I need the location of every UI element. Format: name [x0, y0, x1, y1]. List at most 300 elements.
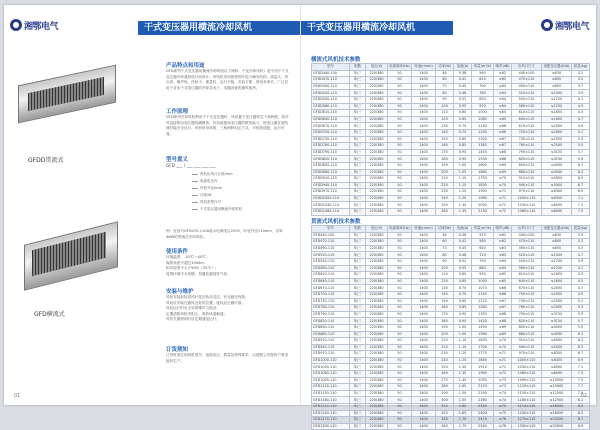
table-cell: 490×110: [512, 245, 542, 252]
table-cell: 5.1: [572, 129, 590, 136]
install-item: 风机安装前检查风叶是否转动灵活，有无碰壳现象；: [166, 295, 249, 299]
table-cell: 6.1: [572, 331, 590, 338]
table-cell: ≤71: [494, 357, 512, 364]
table-cell: 130: [436, 285, 454, 292]
table-cell: GFD730-110: [312, 298, 350, 305]
table-cell: 8.3: [572, 404, 590, 411]
table-cell: 2050: [472, 202, 494, 209]
table-cell: 1.65: [454, 410, 472, 417]
table-cell: 单/三: [350, 136, 366, 143]
table-cell: 0.52: [454, 96, 472, 103]
brand-logo: [10, 17, 58, 33]
table-cell: 单/三: [350, 156, 366, 163]
table-cell: ≤3150: [542, 311, 572, 318]
table-cell: ≤5000: [542, 344, 572, 351]
table-cell: 单/三: [350, 357, 366, 364]
table-row: [312, 364, 590, 371]
table-cell: ≤3150: [542, 149, 572, 156]
table-cell: 单/三: [350, 384, 366, 391]
table-cell: 300: [436, 397, 454, 404]
table-cell: 220/380: [366, 77, 388, 84]
table-cell: 0.70: [454, 285, 472, 292]
table-cell: 1.45: [454, 384, 472, 391]
table-row: [312, 195, 590, 202]
table-cell: 3.7: [572, 252, 590, 259]
table-cell: 50: [388, 110, 412, 117]
table-cell: ≤2500: [542, 298, 572, 305]
table-cell: 1400: [412, 96, 436, 103]
table-cell: 3.9: [572, 258, 590, 265]
table-cell: GFDD520-110: [312, 90, 350, 97]
table-cell: 1400: [412, 176, 436, 183]
table-cell: ≤67: [494, 305, 512, 312]
table-cell: 780: [472, 90, 494, 97]
table-cell: 150: [436, 298, 454, 305]
table-cell: ≤2500: [542, 143, 572, 150]
table-cell: 4.7: [572, 285, 590, 292]
table-cell: 1400: [412, 149, 436, 156]
table-cell: 单/三: [350, 239, 366, 246]
table-cell: 440×100: [512, 232, 542, 239]
table-cell: ≤6300: [542, 189, 572, 196]
table-cell: 1.05: [454, 331, 472, 338]
table-cell: 220/380: [366, 344, 388, 351]
table-cell: 120: [436, 278, 454, 285]
table-cell: 50: [388, 384, 412, 391]
table-cell: 1680: [472, 169, 494, 176]
table-body: [312, 232, 590, 430]
column-header: 风量(m³/h): [472, 64, 494, 71]
table-cell: 4.3: [572, 272, 590, 279]
table-cell: GFDD490-110: [312, 83, 350, 90]
table-cell: 1.30: [454, 202, 472, 209]
table-row: [312, 90, 590, 97]
table-cell: ≤72: [494, 209, 512, 216]
table-cell: 850×110: [512, 324, 542, 331]
install-item: 风机长期停用时应定期通电运行。: [166, 317, 220, 322]
usage-heading: 使用条件: [166, 249, 189, 255]
table-cell: 50: [388, 404, 412, 411]
model-item: 叶轮外径/mm: [200, 186, 222, 190]
table-cell: 50: [388, 209, 412, 216]
table-cell: 1400: [412, 232, 436, 239]
table-cell: ≤2500: [542, 305, 572, 312]
usage-item: 相对湿度不大于90%（25℃）；: [166, 266, 219, 271]
table-cell: 970×110: [512, 189, 542, 196]
usage-item: 海拔高度不超过1000m；: [166, 260, 208, 265]
table-cell: 220/380: [366, 110, 388, 117]
table-cell: 1.55: [454, 397, 472, 404]
table-cell: ≤68: [494, 149, 512, 156]
table-cell: 670×110: [512, 123, 542, 130]
table-cell: 1140: [472, 291, 494, 298]
table-cell: 220/380: [366, 364, 388, 371]
table-cell: 7.3: [572, 202, 590, 209]
table-cell: 1400: [412, 239, 436, 246]
table-cell: 120: [436, 116, 454, 123]
table-cell: 70: [436, 245, 454, 252]
table-row: [312, 338, 590, 345]
table-cell: 50: [388, 70, 412, 77]
table-body: [312, 70, 590, 215]
table-cell: 7.9: [572, 390, 590, 397]
table-cell: 50: [388, 377, 412, 384]
table-cell: 单/三: [350, 176, 366, 183]
table-cell: 220/380: [366, 272, 388, 279]
table-cell: ≤800: [542, 239, 572, 246]
table-cell: ≤68: [494, 318, 512, 325]
table-cell: ≤72: [494, 364, 512, 371]
table-cell: 1.60: [454, 404, 472, 411]
table-cell: GFDD640-110: [312, 116, 350, 123]
table-cell: 310: [436, 404, 454, 411]
table-cell: ≤10000: [542, 377, 572, 384]
table-cell: 1400: [412, 189, 436, 196]
table-cell: 730×110: [512, 136, 542, 143]
table-cell: 1400: [412, 410, 436, 417]
table-cell: 4.9: [572, 291, 590, 298]
table-cell: 0.95: [454, 156, 472, 163]
table-cell: 2470: [472, 417, 494, 424]
table-cell: ≤66: [494, 129, 512, 136]
table-cell: GFD1150-110: [312, 390, 350, 397]
table-cell: GFDD970-110: [312, 189, 350, 196]
table-cell: GFDD760-110: [312, 143, 350, 150]
table-cell: 单/三: [350, 83, 366, 90]
table-cell: 1.25: [454, 195, 472, 202]
table-cell: 6.7: [572, 182, 590, 189]
table-cell: GFDD470-110: [312, 77, 350, 84]
table-cell: 50: [388, 371, 412, 378]
table-cell: GFDD610-110: [312, 110, 350, 117]
table-cell: 220/380: [366, 189, 388, 196]
table-cell: 7.5: [572, 209, 590, 216]
table-cell: ≤69: [494, 169, 512, 176]
table-cell: 1.05: [454, 169, 472, 176]
table-row: [312, 70, 590, 77]
table-cell: 单/三: [350, 338, 366, 345]
table-header-row: [312, 226, 590, 233]
table-cell: 1630: [472, 338, 494, 345]
table-row: [312, 96, 590, 103]
table-cell: 5.9: [572, 156, 590, 163]
table-cell: ≤6300: [542, 351, 572, 358]
table-cell: GFD1030-110: [312, 364, 350, 371]
table-cell: 0.60: [454, 272, 472, 279]
table-row: [312, 324, 590, 331]
table-cell: 140: [436, 291, 454, 298]
table-cell: 80: [436, 252, 454, 259]
table-cell: 700×110: [512, 291, 542, 298]
table-cell: 1.35: [454, 209, 472, 216]
table-cell: ≤71: [494, 189, 512, 196]
table-cell: 1400: [412, 272, 436, 279]
table-cell: 820×110: [512, 318, 542, 325]
left-page: [4, 5, 300, 405]
table-cell: 1090×110: [512, 377, 542, 384]
table-cell: ≤62: [494, 239, 512, 246]
table-cell: 220/380: [366, 417, 388, 424]
table-cell: 50: [388, 202, 412, 209]
table-cell: 1400: [412, 83, 436, 90]
table-cell: 220/380: [366, 103, 388, 110]
table-cell: 单/三: [350, 202, 366, 209]
table-cell: 580×110: [512, 103, 542, 110]
table-cell: ≤12500: [542, 397, 572, 404]
table-cell: 0.38: [454, 232, 472, 239]
table-cell: 700: [472, 83, 494, 90]
table-cell: 2260: [472, 397, 494, 404]
table-row: [312, 285, 590, 292]
table-cell: 1400: [412, 311, 436, 318]
table-cell: 220/380: [366, 202, 388, 209]
table-cell: 220/380: [366, 169, 388, 176]
table-cell: 580: [472, 239, 494, 246]
table-cell: 1400: [412, 70, 436, 77]
table-cell: 1.10: [454, 176, 472, 183]
table-cell: 2120: [472, 384, 494, 391]
table-row: [312, 344, 590, 351]
table-cell: 1.50: [454, 390, 472, 397]
table-cell: 220/380: [366, 258, 388, 265]
table-cell: ≤64: [494, 96, 512, 103]
features-heading: 产品特点和用途: [166, 63, 205, 69]
table-cell: 50: [388, 116, 412, 123]
table-row: [312, 404, 590, 411]
table-cell: ≤1000: [542, 90, 572, 97]
table-cell: 3.5: [572, 77, 590, 84]
column-header: 电流(A): [454, 226, 472, 233]
table-cell: 1.30: [454, 364, 472, 371]
table-cell: 0.75: [454, 291, 472, 298]
table-cell: 1560: [472, 331, 494, 338]
table-cell: 单/三: [350, 291, 366, 298]
table-cell: 790×110: [512, 311, 542, 318]
table-cell: 280: [436, 384, 454, 391]
table-cell: 5.5: [572, 143, 590, 150]
table-cell: 220/380: [366, 305, 388, 312]
table-cell: 880×110: [512, 331, 542, 338]
table-cell: ≤6300: [542, 357, 572, 364]
column-header: 噪声(dB): [494, 226, 512, 233]
table-cell: 1830: [472, 182, 494, 189]
table-cell: GFDD880-110: [312, 169, 350, 176]
table-cell: 1180×110: [512, 397, 542, 404]
table-cell: 1350: [472, 311, 494, 318]
table-row: [312, 351, 590, 358]
usage-item: 环境温度：-10℃～40℃；: [166, 255, 210, 259]
table-cell: 1910: [472, 364, 494, 371]
table-cell: ≤1250: [542, 103, 572, 110]
table-cell: 1400: [412, 305, 436, 312]
table-cell: 1700: [472, 344, 494, 351]
install-heading: 安装与维护: [166, 289, 194, 295]
table-cell: 0.65: [454, 278, 472, 285]
table-cell: 1400: [412, 129, 436, 136]
table-cell: 220/380: [366, 423, 388, 430]
table-cell: 230: [436, 189, 454, 196]
table-cell: 1400: [412, 258, 436, 265]
table-cell: 850×110: [512, 162, 542, 169]
table-cell: ≤71: [494, 195, 512, 202]
table-cell: 50: [388, 189, 412, 196]
table-cell: 1400: [412, 384, 436, 391]
table-cell: 4.3: [572, 103, 590, 110]
table-cell: ≤5000: [542, 182, 572, 189]
table-cell: 640×110: [512, 278, 542, 285]
model-note: 例：变形号GFD470-110A表示电源电压220V，叶轮外径110mm，功率46W的贯流式冷却风机。: [166, 229, 283, 239]
table-cell: GFD550-110: [312, 258, 350, 265]
table-cell: 60: [436, 239, 454, 246]
table-cell: ≤67: [494, 298, 512, 305]
column-header: 相数: [350, 226, 366, 233]
table-cell: 850: [472, 96, 494, 103]
brand-logo: [541, 17, 589, 33]
table-cell: 50: [388, 149, 412, 156]
model-code: GFD ___ / ___ ___ ___ ___: [166, 163, 216, 168]
table-row: [312, 103, 590, 110]
table-cell: GFD940-110: [312, 344, 350, 351]
table-cell: 0.55: [454, 103, 472, 110]
table-row: [312, 202, 590, 209]
table-cell: ≤1600: [542, 272, 572, 279]
table-cell: GFD490-110: [312, 245, 350, 252]
table-cell: 1380: [472, 143, 494, 150]
table-cell: 0.85: [454, 305, 472, 312]
table-cell: 50: [388, 77, 412, 84]
table-cell: GFD670-110: [312, 285, 350, 292]
table-row: [312, 291, 590, 298]
principle-text: GFD系列冷却风机利用于干式变压器时，风机置于变压器铁芯下面两侧，将冷风直接吹向变压器线圈散热，有效地提高变压器的散热能力，使变压器在超负荷时能安全运行。风机采用单相、三相两种电压方式，可按需选配，运行可靠。: [166, 115, 289, 136]
fan2-caption: GFD横流式: [34, 311, 65, 318]
table-cell: 单/三: [350, 404, 366, 411]
table-cell: 520: [472, 232, 494, 239]
table-cell: ≤76: [494, 417, 512, 424]
table-cell: 930: [472, 272, 494, 279]
brand-name: 湘鄂电气: [24, 22, 59, 32]
table-cell: 0.48: [454, 252, 472, 259]
table-cell: ≤1600: [542, 110, 572, 117]
install-item: 风机应安装在通风良好的位置，接线应正确可靠；: [166, 300, 246, 305]
table-cell: 50: [388, 176, 412, 183]
table-cell: 1400: [412, 110, 436, 117]
table-row: [312, 245, 590, 252]
table-cell: ≤65: [494, 110, 512, 117]
table-cell: 1400: [412, 371, 436, 378]
table-cell: 0.85: [454, 143, 472, 150]
table-row: [312, 123, 590, 130]
table-cell: ≤8000: [542, 364, 572, 371]
column-header: 型号: [312, 64, 350, 71]
table-cell: 单/三: [350, 351, 366, 358]
table-cell: 0.80: [454, 136, 472, 143]
table-cell: 330: [436, 417, 454, 424]
table-cell: 90: [436, 96, 454, 103]
order-text: 订货时请注明风机型号、电源电压、数量及特殊要求，以便我公司按用户要求组织生产。: [166, 353, 289, 363]
table-cell: 1900: [472, 189, 494, 196]
table-cell: 4.1: [572, 265, 590, 272]
table-cell: 0.80: [454, 298, 472, 305]
table-cell: 单/三: [350, 311, 366, 318]
table-cell: ≤1250: [542, 265, 572, 272]
table-row: [312, 265, 590, 272]
table-cell: ≤70: [494, 182, 512, 189]
table-cell: 50: [388, 265, 412, 272]
table-cell: ≤800: [542, 83, 572, 90]
table-cell: 180: [436, 318, 454, 325]
model-diagram: [166, 163, 284, 227]
table-cell: 1300: [472, 136, 494, 143]
table-cell: 6.9: [572, 357, 590, 364]
table-row: [312, 397, 590, 404]
table-cell: 1.20: [454, 351, 472, 358]
table-cell: 220: [436, 344, 454, 351]
table-cell: 单/三: [350, 285, 366, 292]
table-cell: ≤73: [494, 377, 512, 384]
table-cell: 3.7: [572, 83, 590, 90]
table-cell: 1400: [412, 278, 436, 285]
table-cell: 2400: [472, 410, 494, 417]
table-cell: 220/380: [366, 182, 388, 189]
table-cell: GFD1210-110: [312, 404, 350, 411]
table-cell: 920: [472, 103, 494, 110]
table-row: [312, 176, 590, 183]
model-item: 干式变压器用横流冷却风机: [200, 207, 242, 211]
table-cell: 80: [436, 90, 454, 97]
table-row: [312, 162, 590, 169]
table-cell: 220/380: [366, 404, 388, 411]
table-cell: 0.65: [454, 116, 472, 123]
tangential-spec-table: [311, 225, 590, 430]
table-cell: GFDD1030-110: [312, 202, 350, 209]
table-cell: 2130: [472, 209, 494, 216]
table-cell: 1210: [472, 298, 494, 305]
table2-title: 贯流式风机技术参数: [311, 219, 361, 225]
table-cell: ≤6300: [542, 195, 572, 202]
table-cell: 620: [472, 77, 494, 84]
table-cell: ≤5000: [542, 338, 572, 345]
table-cell: 0.55: [454, 265, 472, 272]
order-heading: 订货须知: [166, 347, 189, 353]
table-cell: 50: [388, 258, 412, 265]
table-cell: 650: [472, 245, 494, 252]
table-cell: 46: [436, 70, 454, 77]
table-cell: 5.9: [572, 324, 590, 331]
table-cell: 220/380: [366, 116, 388, 123]
column-header: 转速(r/min): [412, 64, 436, 71]
table-cell: 1400: [412, 404, 436, 411]
table-cell: 130: [436, 123, 454, 130]
table-cell: ≤71: [494, 351, 512, 358]
table-cell: GFD910-110: [312, 338, 350, 345]
table-cell: ≤8000: [542, 202, 572, 209]
table-row: [312, 331, 590, 338]
table-cell: GFD440-100: [312, 232, 350, 239]
table-cell: 140: [436, 129, 454, 136]
table-cell: 1400: [412, 103, 436, 110]
table-cell: 1.25: [454, 357, 472, 364]
table-cell: 220/380: [366, 90, 388, 97]
table-cell: 260: [436, 209, 454, 216]
table-cell: ≤1600: [542, 278, 572, 285]
table-cell: 580×110: [512, 265, 542, 272]
table-cell: 60: [436, 77, 454, 84]
table-cell: 1400: [412, 423, 436, 430]
table-cell: ≤2000: [542, 123, 572, 130]
table-cell: 1400: [412, 169, 436, 176]
table-cell: 4.9: [572, 123, 590, 130]
table-cell: GFDD910-110: [312, 176, 350, 183]
